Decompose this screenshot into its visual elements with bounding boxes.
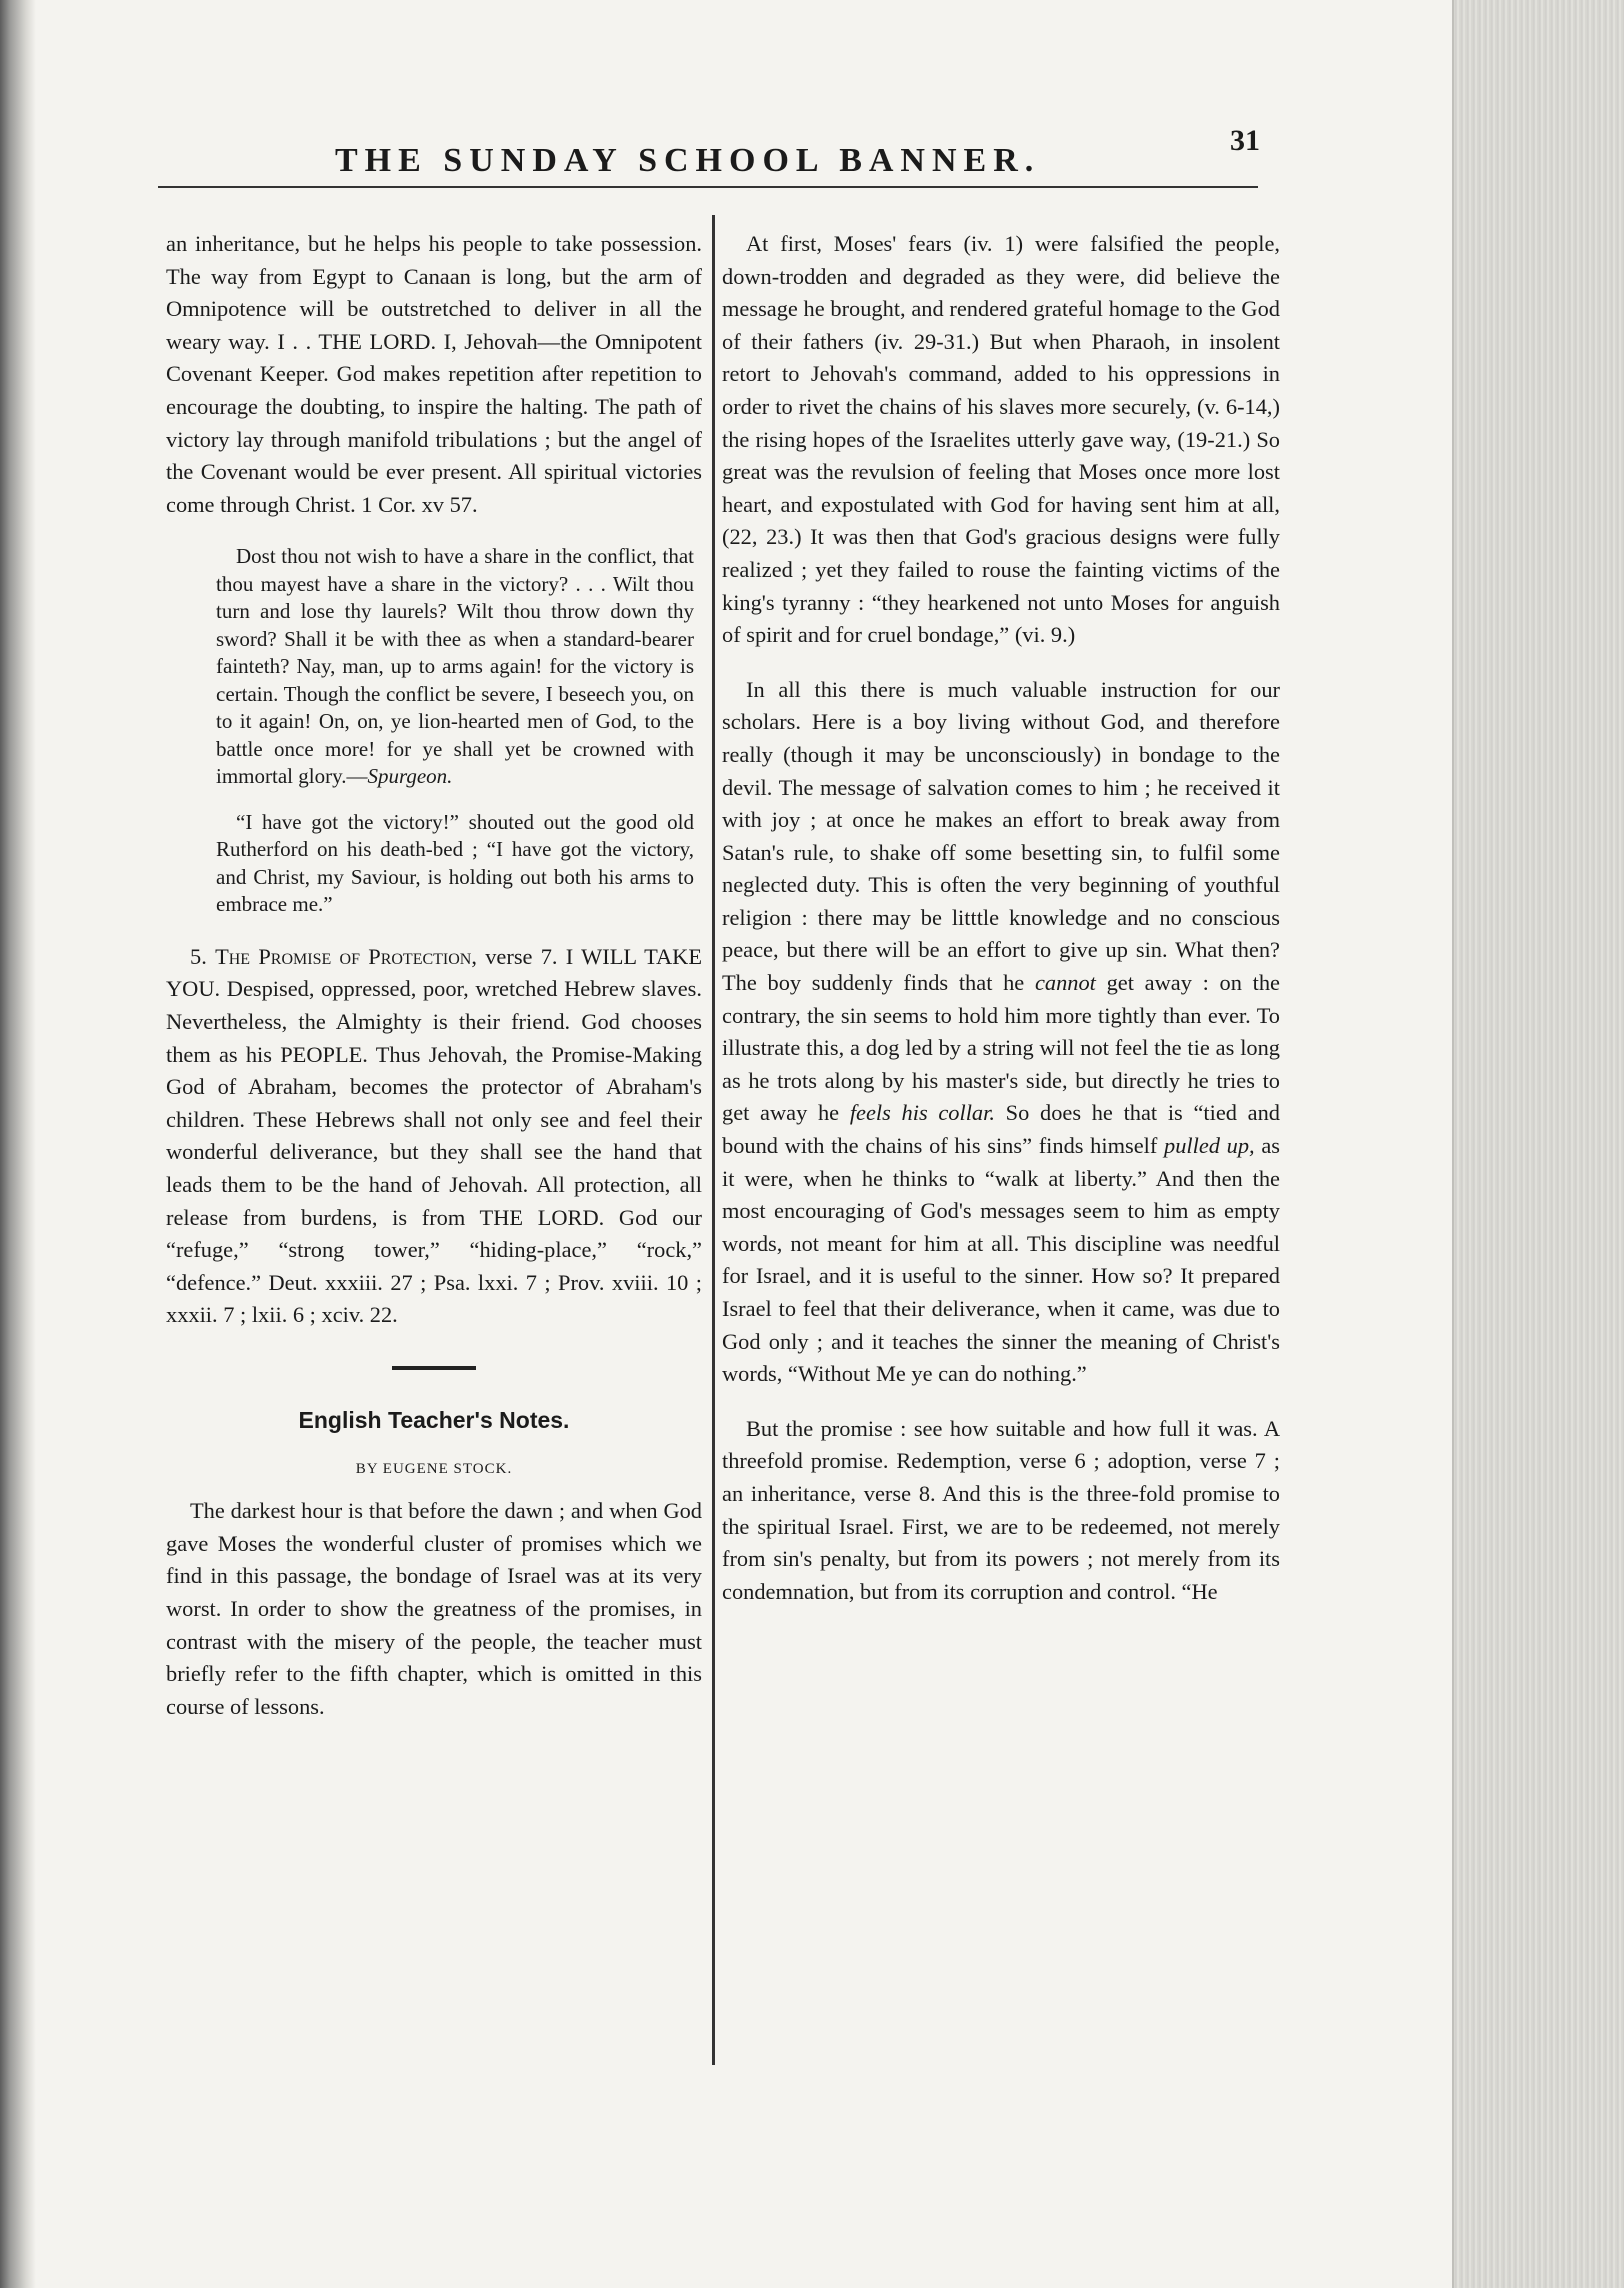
- notes-title: English Teacher's Notes.: [298, 1406, 570, 1433]
- header-rule: [158, 186, 1258, 188]
- paragraph: In all this there is much valuable instruction for our scholars. Here is a boy living without God, and therefore really (though it may be unconsciously) in bondage to the devil. The message of salvation comes to him ; he received it with joy ; at once he makes an effort to break away from Satan's rule, to shake off some besetting sin, to fulfil some neglected duty. This is often the very beginning of youthful religion : there may be litttle knowledge and no conscious peace, but there will be an effort to give up sin. What then? The boy suddenly finds that he cannot get away : on the contrary, the sin seems to hold him more tightly than ever. To illustrate this, a dog led by a string will not feel the tie as long as he trots along by his master's side, but directly he tries to get away he feels his collar. So does he that is “tied and bound with the chains of his sins” finds himself pulled up, as it were, when he thinks to “walk at liberty.” And then the most encouraging of God's messages seem to him as empty words, not meant for him at all. This discipline was needful for Israel, and it is useful to the sinner. How so? It prepared Israel to feel that their deliverance, when it came, was due to God only ; and it teaches the sinner the meaning of Christ's words, “Without Me ye can do nothing.”: [722, 676, 1280, 1387]
- page-number: 31: [1230, 124, 1260, 157]
- quote-text: Dost thou not wish to have a share in the conflict, that thou mayest have a share in the victory? . . . Wilt thou turn and lose thy laurels? Wilt thou throw down thy sword? Shall it be with thee as when a standard-bearer fainteth? Nay, man, up to arms again! for the victory is certain. Though the conflict be severe, I beseech you, on to it again! On, on, ye lion-hearted men of God, to the battle once more! for ye shall yet be crowned with immortal glory.—: [216, 544, 694, 789]
- running-header: THE SUNDAY SCHOOL BANNER.: [335, 142, 1041, 179]
- page-edges: [1452, 0, 1624, 2288]
- section-heading: The Promise of Protection: [215, 943, 472, 969]
- block-quote-rutherford: “I have got the victory!” shouted out the good old Rutherford on his death-bed ; “I have got the victory, and Christ, my Saviour, is holding out both his arms to embrace me.”: [216, 809, 694, 917]
- column-divider: [712, 215, 715, 2065]
- quote-attribution: Spurgeon.: [367, 764, 453, 789]
- notes-byline: BY EUGENE STOCK.: [355, 1460, 513, 1477]
- block-quote-spurgeon: [216, 543, 694, 791]
- paragraph: But the promise : see how suitable and how full it was. A threefold promise. Redemption, verse 6 ; adoption, verse 7 ; an inheritance, verse 8. And this is the three-fold promise to the spiritual Israel. First, we are to be redeemed, not merely from sin's penalty, but from its powers ; not merely from its condemnation, but from its corruption and control. “He: [722, 1415, 1280, 1604]
- section-divider: [392, 1366, 476, 1370]
- book-spine-shadow: [0, 0, 36, 2288]
- left-column: [166, 228, 702, 1723]
- paragraph: The darkest hour is that before the dawn ; and when God gave Moses the wonderful cluster of promises which we find in this passage, the bondage of Israel was at its very worst. In order to show the greatness of the promises, in contrast with the misery of the people, the teacher must briefly refer to the fifth chapter, which is omitted in this course of lessons.: [166, 1498, 702, 1719]
- right-column: [722, 228, 1280, 1608]
- section-5-paragraph: 5. The Promise of Protection, verse 7. I WILL TAKE YOU. Despised, oppressed, poor, wretched Hebrew slaves. Nevertheless, the Almighty is their friend. God chooses them as his PEOPLE. Thus Jehovah, the Promise-Making God of Abraham, becomes the protector of Abraham's children. These Hebrews shall not only see and feel their wonderful deliverance, but they shall see the hand that leads them to be the hand of Jehovah. All protection, all release from burdens, is from THE LORD. God our “refuge,” “strong tower,” “hiding-place,” “rock,” “defence.” Deut. xxxiii. 27 ; Psa. lxxi. 7 ; Prov. xviii. 10 ; xxxii. 7 ; lxii. 6 ; xciv. 22.: [166, 943, 702, 1328]
- paragraph: At first, Moses' fears (iv. 1) were falsified the people, down-trodden and degraded as they were, did believe the message he brought, and rendered grateful homage to the God of their fathers (iv. 29-31.) But when Pharaoh, in insolent retort to Jehovah's command, added to his oppressions in order to rivet the chains of his slaves more securely, (v. 6-14,) the rising hopes of the Israelites utterly gave way, (19-21.) So great was the revulsion of feeling that Moses once more lost heart, and expostulated with God for having sent him at all, (22, 23.) It was then that God's gracious designs were fully realized ; yet they failed to rouse the fainting victims of the king's tyranny : “they hearkened not unto Moses for anguish of spirit and for cruel bondage,” (vi. 9.): [722, 231, 1280, 648]
- paragraph: an inheritance, but he helps his people to take possession. The way from Egypt to Canaan is long, but the arm of Omnipotence will be outstretched to deliver in all the weary way. I . . THE LORD. I, Jehovah—the Omnipotent Covenant Keeper. God makes repetition after repetition to encourage the doubting, to inspire the halting. The path of victory lay through manifold tribulations ; but the angel of the Covenant would be ever present. All spiritual victories come through Christ. 1 Cor. xv 57.: [166, 231, 702, 517]
